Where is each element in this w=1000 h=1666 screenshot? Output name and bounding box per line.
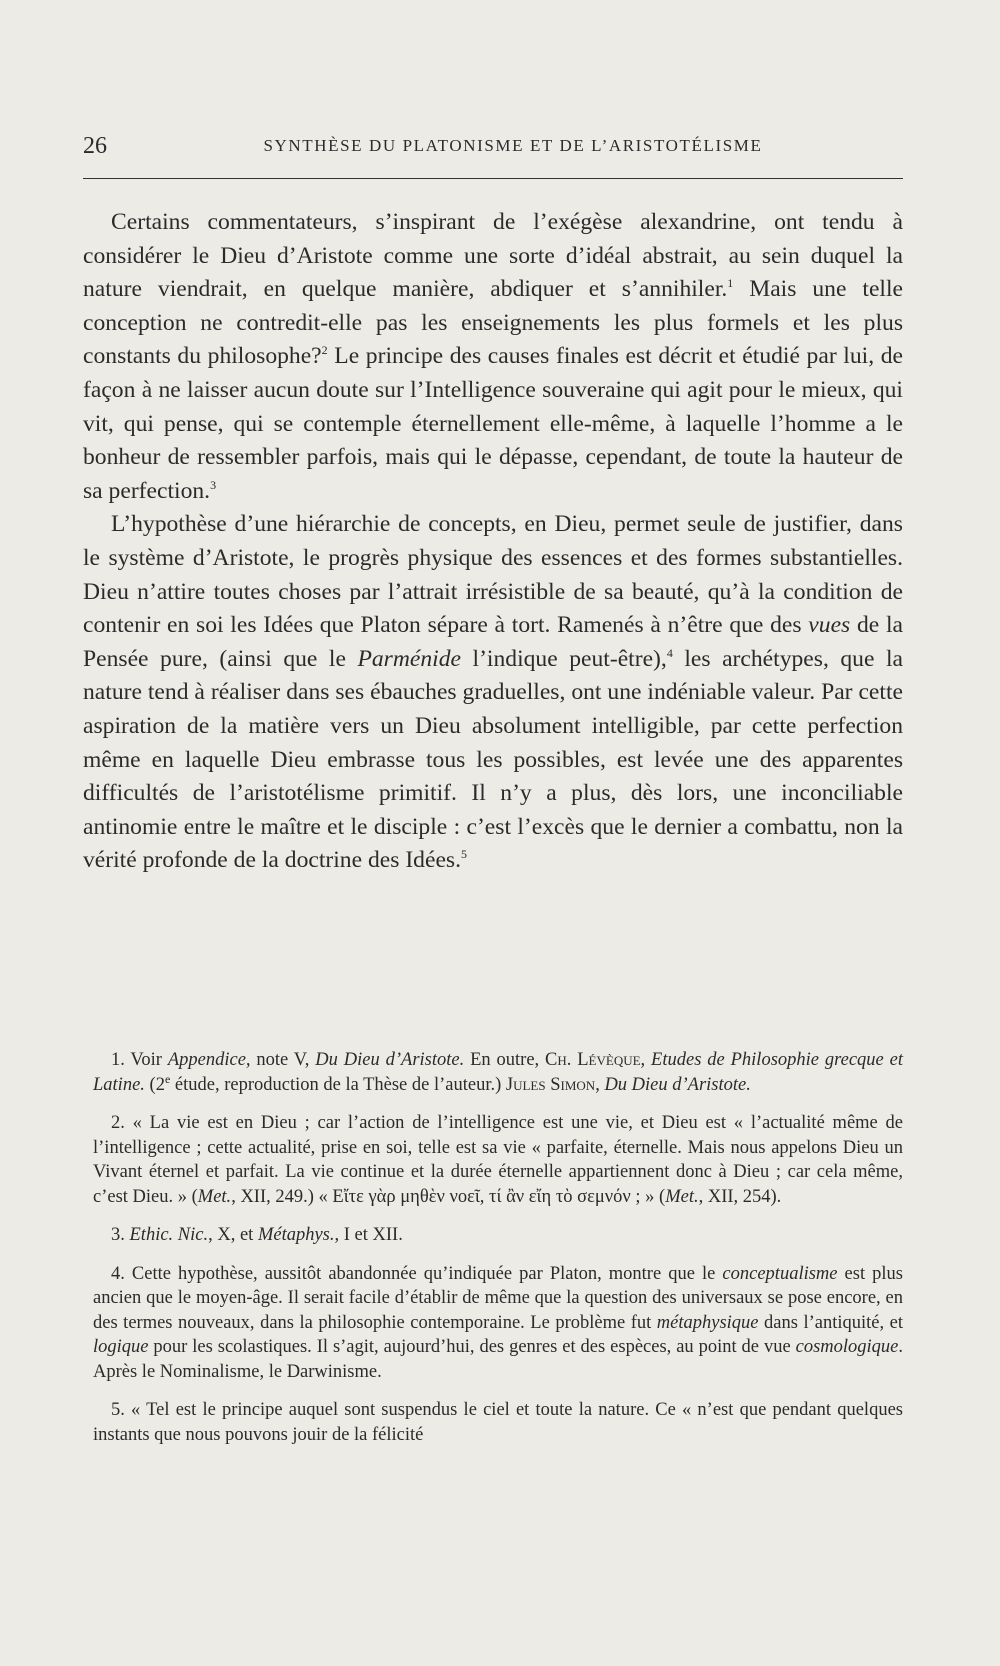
italic-run: Du Dieu d’Aristote. <box>315 1050 465 1070</box>
text-run: , <box>640 1050 652 1070</box>
footnotes <box>93 1048 903 1461</box>
text-run: pour les scolastiques. Il s’agit, aujourd’hui, des genres et des espèces, au point de vue <box>148 1337 796 1357</box>
paragraph-1 <box>83 206 903 508</box>
italic-parmenide: Parménide <box>357 645 461 672</box>
text-run: Mais une telle conception ne contredit-elle pas les enseignements les plus formels et les plus constants du philosophe? <box>83 276 904 370</box>
text-run: 3. <box>111 1225 130 1245</box>
superscript: e <box>164 1071 171 1086</box>
author-name: Ch. Lévèque <box>545 1050 641 1070</box>
italic-run: Met. <box>197 1186 232 1207</box>
text-run: 5. « Tel est le principe auquel sont suspendus le ciel et toute la nature. Ce « n’est que pendant quelques instants que nous pouvons jouir de la félicité <box>93 1400 903 1445</box>
main-text <box>83 206 903 878</box>
text-run: , <box>595 1074 605 1095</box>
author-name: Jules Simon <box>505 1074 596 1095</box>
footnote-ref-4: 4 <box>666 645 673 660</box>
italic-vues: vues <box>808 612 851 639</box>
text-run: . Après le Nominalisme, le Darwinisme. <box>93 1337 903 1382</box>
footnote-ref-1: 1 <box>727 276 734 291</box>
running-title: SYNTHÈSE DU PLATONISME ET DE L’ARISTOTÉLISME <box>263 136 763 155</box>
italic-run: logique <box>93 1337 149 1357</box>
text-run: , I et XII. <box>334 1225 403 1245</box>
text-run: 4. Cette hypothèse, aussitôt abandonnée qu’indiquée par Platon, montre que le <box>111 1263 723 1284</box>
italic-run: Du Dieu d’Aristote. <box>604 1074 751 1095</box>
italic-run: Métaphys. <box>257 1225 335 1245</box>
paragraph-2 <box>83 508 903 878</box>
text-run: les archétypes, que la nature tend à réaliser dans ses ébauches graduelles, ont une indéniable valeur. Par cette aspiration de la matière vers un Dieu absolument intelligible, par cette perfection même en laquelle Dieu embrasse tous les possibles, est levée une des apparentes difficultés de l’aristotélisme primitif. Il n’y a plus, dès lors, une inconciliable antinomie entre le maître et le disciple : c’est l’excès que le dernier a combattu, non la vérité profonde de la doctrine des Idées. <box>83 645 903 874</box>
italic-run: Met. <box>665 1186 699 1207</box>
text-run: l’indique peut-être), <box>461 645 667 672</box>
text-run: , X, et <box>208 1225 258 1245</box>
footnote-ref-2: 2 <box>321 343 328 358</box>
text-run: étude, reproduction de la Thèse de l’auteur.) <box>170 1074 506 1095</box>
text-run: de la Pensée pure, (ainsi que le <box>83 612 903 672</box>
italic-run: conceptualisme <box>722 1263 838 1284</box>
italic-run: Appendice, <box>167 1050 251 1070</box>
italic-run: cosmologique <box>795 1337 899 1357</box>
text-run: Certains commentateurs, s’inspirant de l’exégèse alexandrine, ont tendu à considérer le Dieu d’Aristote comme une sorte d’idéal abstrait, au sein duquel la nature viendrait, en quelque manière, abdiquer et s’annihiler. <box>83 209 903 303</box>
footnote-3 <box>93 1223 903 1248</box>
text-run: , XII, 249.) « Εἴτε γὰρ μηθὲν νοεῖ, τί ἂν εἴη τὸ σεμνόν ; » ( <box>231 1186 666 1207</box>
italic-run: métaphysique <box>656 1312 759 1333</box>
footnote-2 <box>93 1111 903 1209</box>
italic-run: Ethic. Nic. <box>129 1225 209 1245</box>
footnote-ref-3: 3 <box>210 477 217 492</box>
text-run: est plus ancien que le moyen-âge. Il serait facile d’établir de même que la question des universaux se pose encore, en des termes nouveaux, dans la philosophie contemporaine. Le problème fut <box>93 1263 904 1333</box>
page-number: 26 <box>83 133 107 159</box>
page-header <box>83 133 903 161</box>
footnote-4 <box>93 1262 903 1385</box>
text-run: En outre, <box>464 1050 546 1070</box>
text-run: Le principe des causes finales est décrit et étudié par lui, de façon à ne laisser aucun doute sur l’Intelligence souveraine qui agit pour le mieux, qui vit, qui pense, qui se contemple éternellement elle-même, à laquelle l’homme a le bonheur de ressembler parfois, mais qui le dépasse, cependant, de toute la hauteur de sa perfection. <box>83 343 903 504</box>
text-run: 2. « La vie est en Dieu ; car l’action de l’intelligence est une vie, et Dieu est « l’actualité même de l’intelligence ; cette actualité, prise en soi, telle est sa vie « parfaite, éternelle. Mais nous appelons Dieu un Vivant éternel et parfait. La vie continue et la durée éternelle appartiennent donc à Dieu ; car cela même, c’est Dieu. » ( <box>93 1113 903 1207</box>
footnote-5 <box>93 1398 903 1447</box>
header-rule <box>83 178 903 179</box>
footnote-1 <box>93 1048 903 1097</box>
text-run: note V, <box>250 1050 316 1070</box>
italic-run: Etudes de Philosophie grecque et Latine. <box>93 1050 903 1095</box>
text-run: , XII, 254). <box>698 1186 782 1207</box>
text-run: L’hypothèse d’une hiérarchie de concepts, en Dieu, permet seule de justifier, dans le système d’Aristote, le progrès physique des essences et des formes substantielles. Dieu n’attire toutes choses par l’attrait irrésistible de sa beauté, qu’à la condition de contenir en soi les Idées que Platon sépare à tort. Ramenés à n’être que des <box>83 511 903 639</box>
footnote-ref-5: 5 <box>461 847 467 862</box>
text-run: dans l’antiquité, et <box>758 1312 903 1333</box>
text-run: (2 <box>144 1074 165 1095</box>
text-run: 1. Voir <box>111 1050 168 1070</box>
